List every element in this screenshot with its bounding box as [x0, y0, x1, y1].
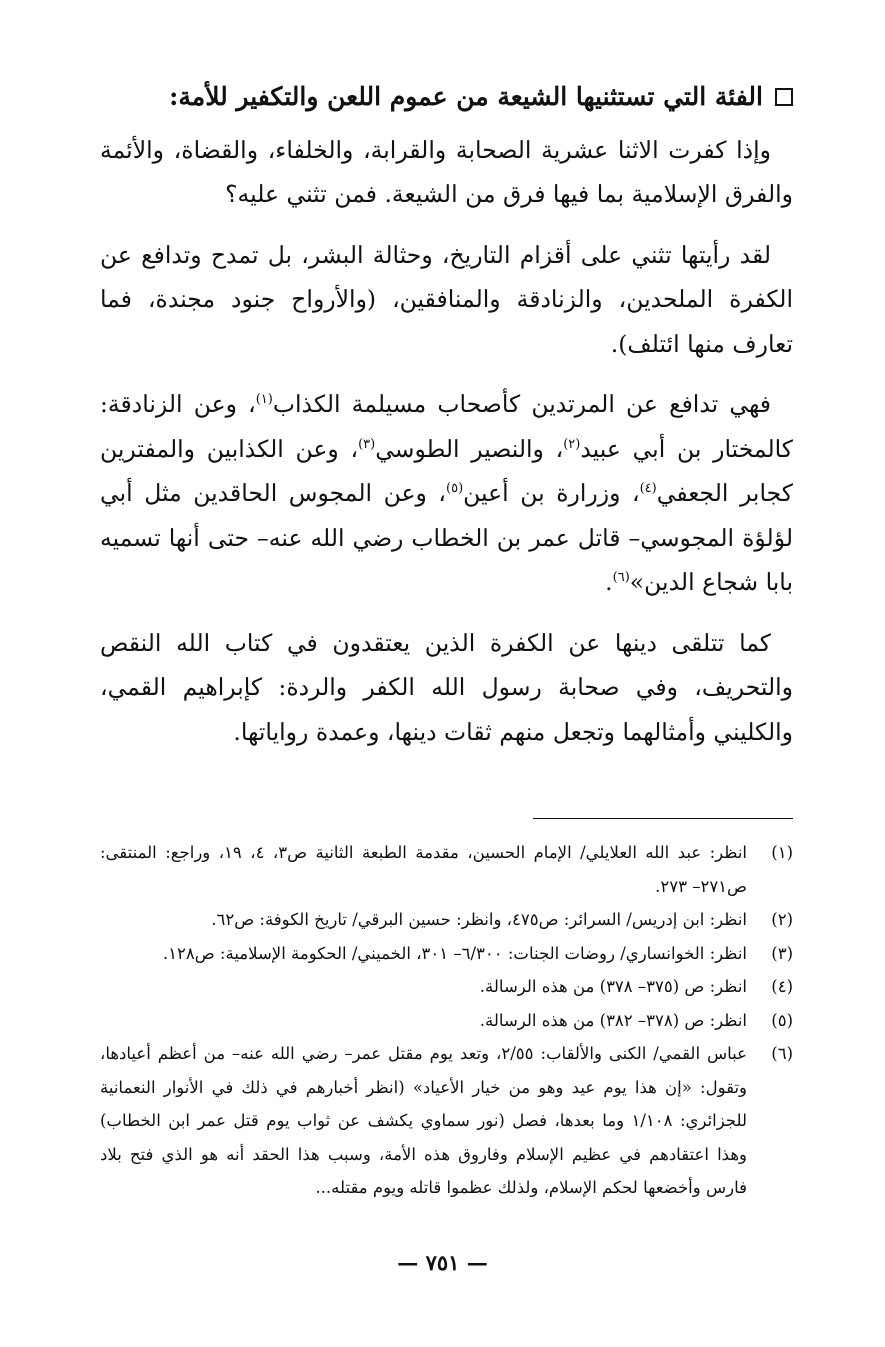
- paragraph-3-text: .: [605, 568, 613, 596]
- footnote-ref-1: (١): [255, 392, 273, 408]
- footnote-text: انظر: عبد الله العلايلي/ الإمام الحسين، مقدمة الطبعة الثانية ص٣، ٤، ١٩، وراجع: المنتقى: ص٢٧١– ٢٧٣.: [100, 843, 748, 896]
- footnote-text: انظر: الخوانساري/ روضات الجنات: ٦/٣٠٠– ٣٠١، الخميني/ الحكومة الإسلامية: ص١٢٨.: [162, 943, 747, 963]
- footnote-ref-4: (٤): [639, 481, 657, 497]
- paragraph-3: [100, 382, 793, 605]
- paragraph-3-text: ، وعن المجوس الحاقدين مثل أبي لؤلؤة المجوسي– قاتل عمر بن الخطاب رضي الله عنه– حتى أنها تسميه بابا شجاع الدين»: [100, 479, 793, 596]
- paragraph-3-text: ، وعن الزنادقة: كالمختار بن أبي عبيد: [100, 390, 793, 463]
- page-number: — ٧٥١ —: [397, 1250, 488, 1275]
- footnote-ref-6: (٦): [612, 570, 630, 586]
- paragraph-3-text: ، وعن الكذابين والمفترين كجابر الجعفي: [100, 434, 793, 507]
- footnote-number: (١): [771, 843, 793, 862]
- paragraph-2: لقد رأيتها تثني على أقزام التاريخ، وحثالة البشر، بل تمدح وتدافع عن الكفرة الملحدين، والزنادقة والمنافقين، (والأرواح جنود مجندة، فما تعارف منها ائتلف).: [100, 240, 793, 358]
- footnote-text: عباس القمي/ الكنى والألقاب: ٢/٥٥، وتعد يوم مقتل عمر– رضي الله عنه– من أعظم أعيادها، وتقول: «إن هذا يوم عيد وهو من خيار الأعياد» (انظر أخبارهم في ذلك في الأنوار النعمانية للجزائري: ١/١٠٨ وما بعدها، فصل (نور سماوي يكشف عن ثواب يوم قتل عمر ابن الخطاب) وهذا اعتقادهم في عظيم الإسلام وفاروق هذه الأمة، وسبب هذا الحقد أنه هو الذي فتح بلاد فارس وأخضعها لحكم الإسلام، ولذلك عظموا قاتله ويوم مقتله...: [100, 1044, 747, 1197]
- paragraph-3-text: ، والنصير الطوسي: [375, 434, 564, 463]
- footnote-text: انظر: ابن إدريس/ السرائر: ص٤٧٥، وانظر: حسين البرقي/ تاريخ الكوفة: ص٦٢.: [211, 910, 747, 929]
- section-heading-text: الفئة التي تستثنيها الشيعة من عموم اللعن والتكفير للأمة:: [169, 82, 763, 111]
- footnote-1: [100, 836, 793, 903]
- footnote-divider: [533, 818, 793, 819]
- footnote-5: [100, 1004, 793, 1038]
- footnote-ref-2: (٢): [563, 436, 581, 452]
- section-heading: [100, 78, 793, 116]
- footnote-number: (٣): [771, 943, 793, 963]
- footnote-ref-3: (٣): [358, 436, 376, 452]
- paragraph-4: كما تتلقى دينها عن الكفرة الذين يعتقدون في كتاب الله النقص والتحريف، وفي صحابة رسول الله الكفر والردة: كإبراهيم القمي، والكليني وأمثالهما وتجعل منهم ثقات دينها، وعمدة رواياتها.: [100, 628, 793, 746]
- footnotes-section: [100, 836, 793, 1205]
- footnote-3: [100, 937, 793, 971]
- paragraph-3-text: فهي تدافع عن المرتدين كأصحاب مسيلمة الكذاب: [272, 390, 772, 418]
- footnote-number: (٢): [771, 910, 793, 929]
- footnote-4: [100, 970, 793, 1004]
- footnote-2: [100, 903, 793, 937]
- paragraph-1: وإذا كفرت الاثنا عشرية الصحابة والقرابة، والخلفاء، والقضاة، والأئمة والفرق الإسلامية بما فيها فرق من الشيعة. فمن تثني عليه؟: [100, 135, 793, 208]
- footnote-text: انظر: ص (٣٧٥– ٣٧٨) من هذه الرسالة.: [479, 977, 747, 996]
- square-bullet-icon: [775, 88, 793, 106]
- footnote-number: (٤): [771, 977, 793, 996]
- footnote-text: انظر: ص (٣٧٨– ٣٨٢) من هذه الرسالة.: [479, 1010, 747, 1030]
- footnote-number: (٥): [771, 1010, 793, 1030]
- footnote-ref-5: (٥): [446, 481, 464, 497]
- paragraph-3-text: ، وزرارة بن أعين: [463, 479, 640, 507]
- footnote-6: [100, 1037, 793, 1205]
- footnote-number: (٦): [771, 1044, 793, 1063]
